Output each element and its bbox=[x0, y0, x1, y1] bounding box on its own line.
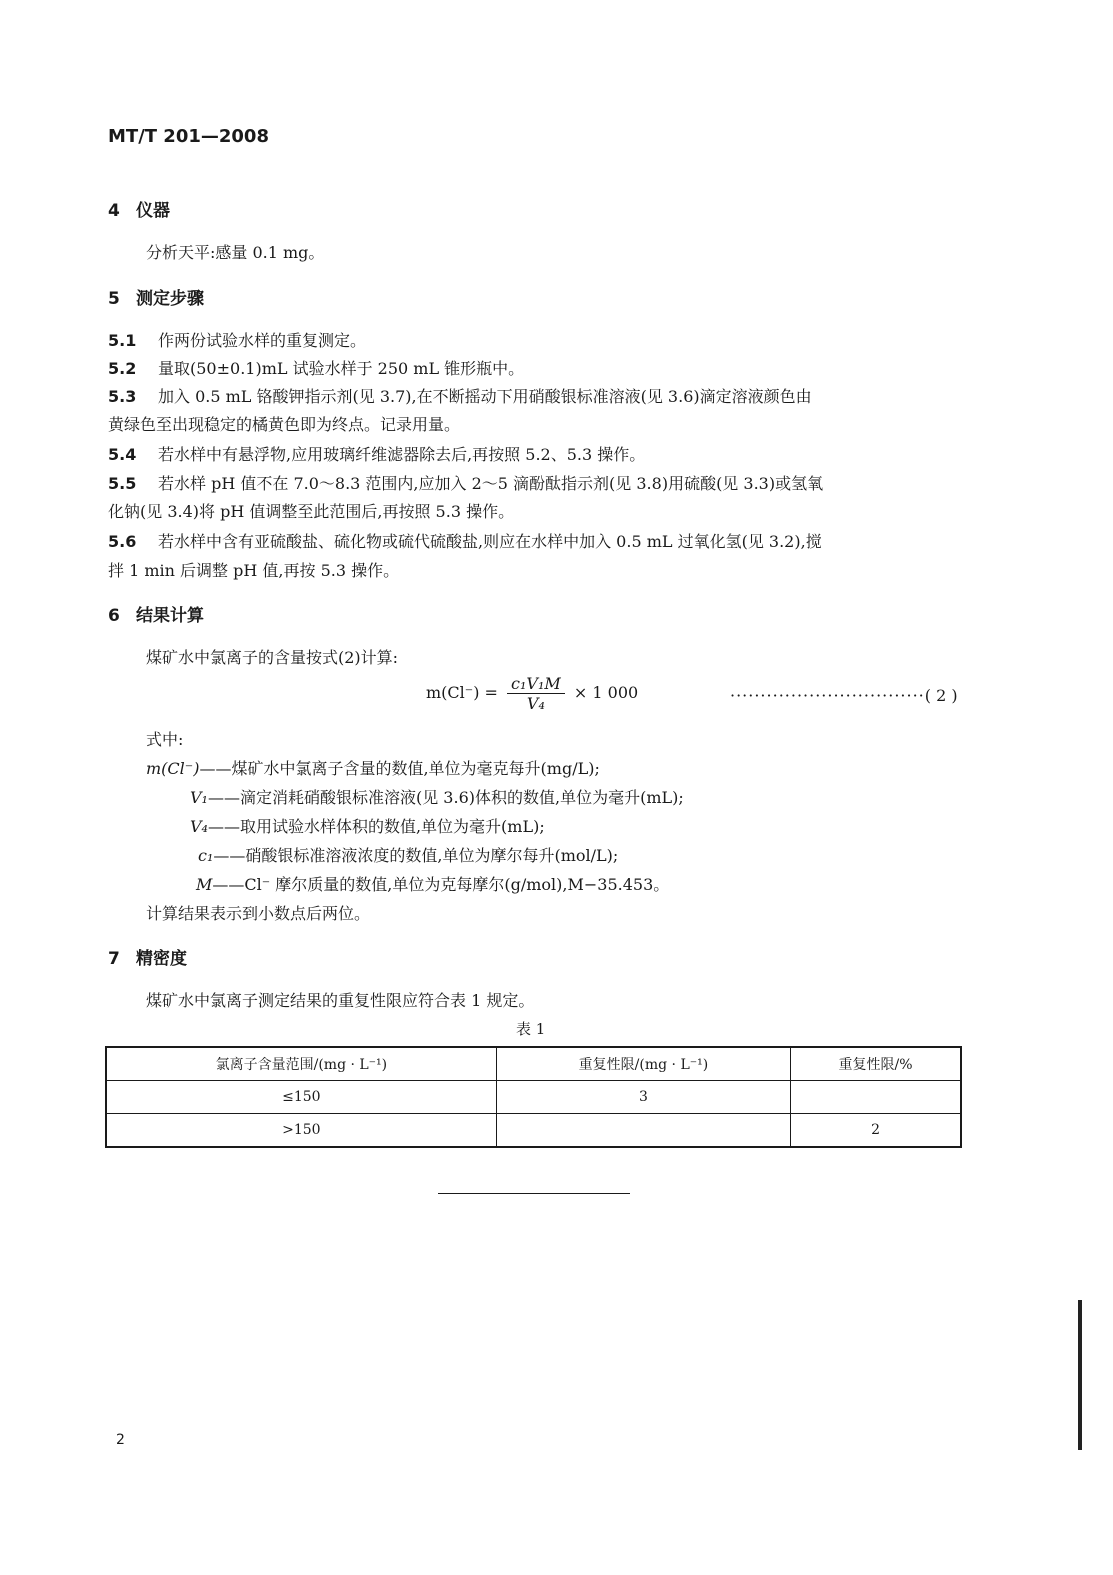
var-desc: ——滴定消耗硝酸银标准溶液(见 3.6)体积的数值,单位为毫升(mL); bbox=[207, 788, 684, 807]
step-5-1 bbox=[108, 328, 366, 351]
step-number: 5.1 bbox=[108, 331, 137, 350]
step-5-3 bbox=[108, 384, 812, 407]
step-number: 5.6 bbox=[108, 532, 137, 551]
step-text: 作两份试验水样的重复测定。 bbox=[158, 331, 367, 350]
end-rule bbox=[438, 1193, 630, 1194]
calc-note: 计算结果表示到小数点后两位。 bbox=[146, 904, 371, 923]
section-number: 4 bbox=[108, 201, 120, 221]
formula-leader bbox=[730, 686, 958, 705]
step-5-3-continuation: 黄绿色至出现稳定的橘黄色即为终点。记录用量。 bbox=[108, 415, 461, 434]
step-text: 若水样中有悬浮物,应用玻璃纤维滤器除去后,再按照 5.2、5.3 操作。 bbox=[158, 445, 646, 464]
table-header: 重复性限/% bbox=[791, 1047, 961, 1081]
section-title: 结果计算 bbox=[136, 606, 204, 626]
section-number: 6 bbox=[108, 606, 120, 626]
step-5-6-continuation: 拌 1 min 后调整 pH 值,再按 5.3 操作。 bbox=[108, 561, 400, 580]
var-symbol: c₁ bbox=[198, 846, 214, 865]
var-symbol: M bbox=[196, 875, 213, 894]
section-title: 测定步骤 bbox=[136, 289, 204, 309]
step-5-4 bbox=[108, 442, 645, 465]
section-6-heading bbox=[108, 601, 204, 626]
formula bbox=[426, 674, 638, 713]
table-header: 重复性限/(mg · L⁻¹) bbox=[496, 1047, 790, 1081]
where-label: 式中: bbox=[146, 730, 184, 749]
var-def bbox=[190, 785, 684, 808]
precision-table bbox=[105, 1046, 962, 1148]
table-caption: 表 1 bbox=[516, 1020, 546, 1038]
formula-fraction bbox=[507, 674, 565, 713]
calc-intro: 煤矿水中氯离子的含量按式(2)计算: bbox=[146, 648, 399, 667]
table-cell: ≤150 bbox=[106, 1081, 496, 1114]
scan-edge-mark bbox=[1078, 1300, 1082, 1450]
var-def bbox=[196, 872, 669, 895]
standard-number: MT/T 201—2008 bbox=[108, 126, 269, 147]
step-number: 5.2 bbox=[108, 359, 137, 378]
section-5-heading bbox=[108, 284, 204, 309]
table-header-row bbox=[106, 1047, 961, 1081]
step-text: 量取(50±0.1)mL 试验水样于 250 mL 锥形瓶中。 bbox=[158, 359, 525, 378]
formula-denominator: V₄ bbox=[526, 694, 545, 713]
step-5-5 bbox=[108, 471, 823, 494]
section-number: 7 bbox=[108, 949, 120, 969]
table-cell: >150 bbox=[106, 1114, 496, 1148]
step-number: 5.4 bbox=[108, 445, 137, 464]
section-number: 5 bbox=[108, 289, 120, 309]
equation-number: ( 2 ) bbox=[924, 686, 958, 705]
var-desc: ——取用试验水样体积的数值,单位为毫升(mL); bbox=[207, 817, 545, 836]
step-text: 加入 0.5 mL 铬酸钾指示剂(见 3.7),在不断摇动下用硝酸银标准溶液(见 3.6)滴定溶液颜色由 bbox=[158, 387, 812, 406]
var-def bbox=[198, 843, 618, 866]
var-def bbox=[190, 814, 545, 837]
table-row bbox=[106, 1081, 961, 1114]
precision-text: 煤矿水中氯离子测定结果的重复性限应符合表 1 规定。 bbox=[146, 991, 535, 1010]
section-4-heading bbox=[108, 196, 170, 221]
table-header: 氯离子含量范围/(mg · L⁻¹) bbox=[106, 1047, 496, 1081]
var-desc: ——煤矿水中氯离子含量的数值,单位为毫克每升(mg/L); bbox=[199, 759, 600, 778]
var-symbol: V₄ bbox=[190, 817, 208, 836]
section-7-heading bbox=[108, 944, 187, 969]
step-5-2 bbox=[108, 356, 524, 379]
table-row bbox=[106, 1114, 961, 1148]
table-cell bbox=[791, 1081, 961, 1114]
table-cell: 2 bbox=[791, 1114, 961, 1148]
step-text: 若水样 pH 值不在 7.0～8.3 范围内,应加入 2～5 滴酚酞指示剂(见 3.8)用硫酸(见 3.3)或氢氧 bbox=[158, 474, 824, 493]
section-title: 仪器 bbox=[136, 201, 170, 221]
var-desc: ——硝酸银标准溶液浓度的数值,单位为摩尔每升(mol/L); bbox=[213, 846, 619, 865]
step-5-5-continuation: 化钠(见 3.4)将 pH 值调整至此范围后,再按照 5.3 操作。 bbox=[108, 502, 515, 521]
step-number: 5.5 bbox=[108, 474, 137, 493]
var-desc: ——Cl⁻ 摩尔质量的数值,单位为克每摩尔(g/mol),M−35.453。 bbox=[212, 875, 670, 894]
formula-numerator: c₁V₁M bbox=[507, 674, 565, 694]
page-number: 2 bbox=[116, 1432, 125, 1448]
var-symbol: V₁ bbox=[190, 788, 208, 807]
var-symbol: m(Cl⁻) bbox=[146, 759, 200, 778]
step-5-6 bbox=[108, 529, 822, 552]
formula-lhs: m(Cl⁻) = bbox=[426, 683, 498, 702]
step-number: 5.3 bbox=[108, 387, 137, 406]
formula-factor: × 1 000 bbox=[573, 683, 639, 702]
table-cell bbox=[496, 1114, 790, 1148]
step-text: 若水样中含有亚硫酸盐、硫化物或硫代硫酸盐,则应在水样中加入 0.5 mL 过氧化氢(见 3.2),搅 bbox=[158, 532, 822, 551]
var-def bbox=[146, 756, 600, 779]
table-cell: 3 bbox=[496, 1081, 790, 1114]
leader-dots: ································ bbox=[730, 686, 925, 705]
section-title: 精密度 bbox=[136, 949, 187, 969]
instrument-text: 分析天平:感量 0.1 mg。 bbox=[146, 243, 325, 262]
